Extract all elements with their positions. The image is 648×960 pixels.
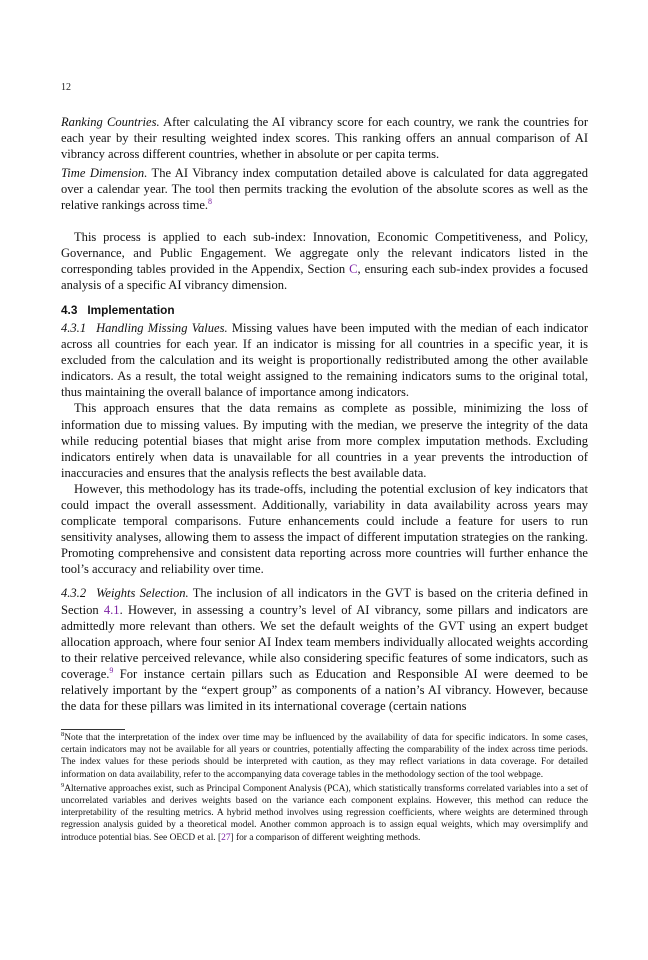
weights-text-a: The inclusion of all indicators in the GVT is based on the criteria defined in Section: [61, 586, 588, 617]
section-heading-4-3: [61, 302, 588, 318]
weights-text-b: . However, in assessing a country’s level of AI vibrancy, some pillars and indicators are admittedly more relevant than others. We set the default weights of the GVT using an expert budget allocation approach, where four senior AI Index team members individually allocated weights according to their relative perceived relevance, while also considering specific features of some indicators, such as coverage.: [61, 602, 588, 681]
process-paragraph: [61, 229, 588, 293]
weights-text-c: For instance certain pillars such as Education and Responsible AI were deemed to be relatively important by the “expert group” as components of a nation’s AI vibrancy. However, because the data for these pillars was limited in its international coverage (certain nations: [61, 666, 588, 714]
citation-27-link[interactable]: 27: [221, 832, 231, 843]
process-text-before: This process is applied to each sub-index: Innovation, Economic Competitiveness, and Policy, Governance, and Public Engagement. We aggregate only the relevant indicators listed in the corresponding tables provided in the Appendix, Section: [61, 229, 588, 276]
footnote-ref-9[interactable]: 9: [109, 665, 114, 675]
subsection-number-4-3-1: 4.3.1: [61, 320, 87, 335]
footnote-ref-8[interactable]: 8: [208, 197, 213, 207]
footnote-9-text-b: ] for a comparison of different weighting methods.: [230, 832, 421, 843]
time-dimension-text: The AI Vibrancy index computation detailed above is calculated for data aggregated over a calendar year. The tool then permits tracking the evolution of the absolute scores as well as the relative rankings across time.: [61, 166, 588, 213]
footnote-9-mark: 9: [61, 781, 65, 789]
ranking-heading: Ranking Countries.: [61, 115, 160, 129]
missing-values-paragraph-1: [61, 320, 588, 400]
missing-values-paragraph-3: However, this methodology has its trade-offs, including the potential exclusion of key indicators that could impact the overall assessment. Additionally, variability in data availability across years may complicate temporal comparisons. Future enhancements could include a feature for users to run sensitivity analyses, allowing them to assess the impact of different imputation strategies on the ranking. Promoting comprehensive and consistent data reporting across more countries will further enhance the tool’s accuracy and reliability over time.: [61, 481, 588, 577]
footnote-8-mark: 8: [61, 730, 65, 738]
footnote-9: [61, 783, 588, 844]
process-text-after: , ensuring each sub-index provides a focused analysis of a specific AI vibrancy dimension.: [61, 261, 588, 292]
footnote-8-text: Note that the interpretation of the index over time may be influenced by the availability of data for specific indicators. In some cases, certain indicators may not be available for all years or countries, potentially affecting the comparability of the index across time periods. The index values for these periods should be interpreted with caution, as they may reflect variations in data coverage. For detailed information on data availability, refer to the accompanying data coverage tables in the methodology section of the tool webpage.: [61, 733, 588, 780]
weights-selection-paragraph: [61, 585, 588, 714]
footnote-8: [61, 732, 588, 781]
subsection-title-4-3-1: Handling Missing Values.: [96, 320, 228, 335]
missing-values-paragraph-2: This approach ensures that the data remains as complete as possible, minimizing the loss of information due to missing values. By imputing with the median, we preserve the integrity of the data while reducing potential biases that might arise from more complex imputation methods. Excluding indicators entirely when data is unavailable for all countries in a year prevents the introduction of inaccuracies and ensures that the analysis reflects the best available data.: [61, 401, 588, 480]
section-4-1-link[interactable]: 4.1: [103, 602, 120, 617]
subsection-title-4-3-2: Weights Selection.: [96, 586, 189, 601]
time-dimension-paragraph: [61, 165, 588, 213]
appendix-c-link[interactable]: C: [349, 261, 358, 276]
footnotes: [61, 732, 588, 844]
page-number: 12: [61, 82, 71, 93]
subsection-number-4-3-2: 4.3.2: [61, 586, 87, 601]
missing-values-text-1: Missing values have been imputed with the median of each indicator across all countries for each year. If an indicator is missing for all countries in a specific year, it is excluded from the calculation and its weight is proportionally redistributed among the other available indicators. As a result, the total weight assigned to the remaining indicators sums to the original total, thus maintaining the overall balance of importance among indicators.: [61, 320, 589, 400]
main-text: [61, 114, 588, 714]
ranking-paragraph: [61, 114, 588, 162]
ranking-text: After calculating the AI vibrancy score for each country, we rank the countries for each year by their resulting weighted index scores. This ranking offers an annual comparison of AI vibrancy across different countries, whether in absolute or per capita terms.: [61, 115, 588, 162]
section-number: 4.3: [61, 302, 78, 317]
section-title: Implementation: [87, 302, 175, 317]
time-dimension-heading: Time Dimension.: [61, 166, 148, 181]
footnote-divider: [61, 729, 125, 730]
footnote-9-text-a: Alternative approaches exist, such as Principal Component Analysis (PCA), which statistically transforms correlated variables into a set of uncorrelated variables and derives weights based on the variance each component explains. However, this method can reduce the interpretability of the resulting metrics. A hybrid method involves using regression coefficients, where weights are determined through regression analysis guided by a theoretical model. Another common approach is to assign equal weights, which may oversimplify and introduce potential bias. See OECD et al. [: [61, 783, 588, 843]
